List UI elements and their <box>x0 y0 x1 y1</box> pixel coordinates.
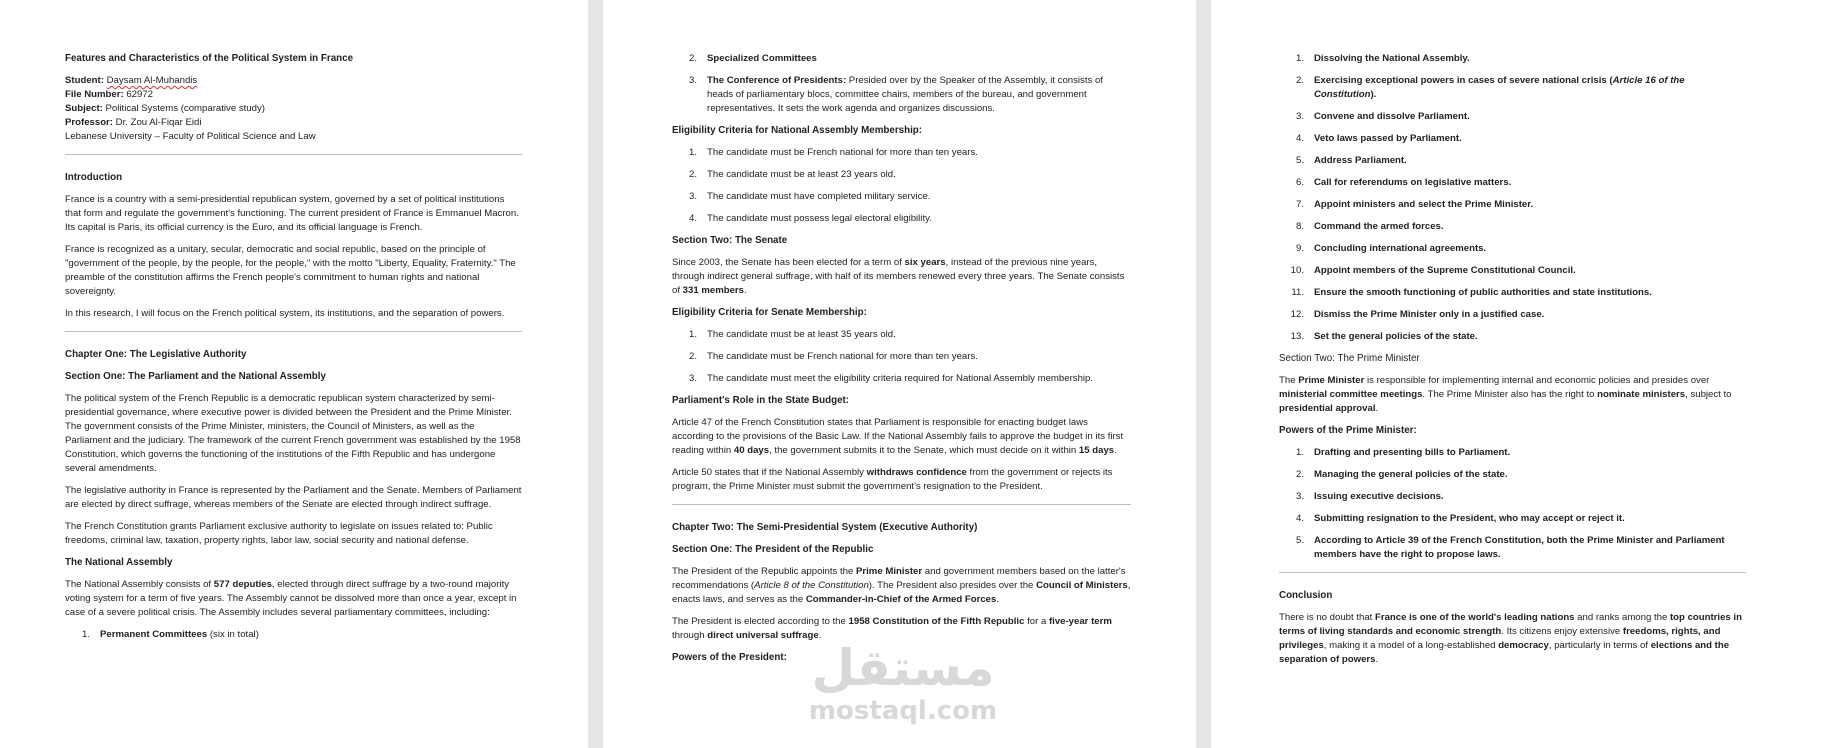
text-run-bold: freedoms, rights, and privileges <box>1279 626 1721 651</box>
list-number: 3. <box>1295 111 1304 122</box>
list-item <box>1279 264 1746 278</box>
text-run: , making it a model of a long-established <box>1323 640 1499 651</box>
document-page-3 <box>1211 0 1826 748</box>
section-one-heading: Section One: The Parliament and the National Assembly <box>65 371 326 382</box>
list-item <box>1279 110 1746 124</box>
list-item-text: Set the general policies of the state. <box>1314 331 1478 342</box>
list-number: 2. <box>688 351 697 362</box>
text-run-bold: 1958 Constitution of the Fifth Republic <box>848 616 1025 627</box>
list-item <box>672 190 1131 204</box>
list-item <box>1279 176 1746 190</box>
list-item <box>672 372 1131 386</box>
list-number: 12. <box>1290 309 1304 320</box>
subject-line <box>65 102 522 116</box>
text-run: and government members based on the latter's recommendations ( <box>672 566 1126 591</box>
text-run: Article 50 states that if the National Assembly <box>672 467 867 478</box>
section-divider <box>65 154 522 155</box>
list-item-text: (six in total) <box>207 629 259 640</box>
text-run: The President is elected according to the <box>672 616 849 627</box>
prime-minister-heading: Section Two: The Prime Minister <box>1279 353 1420 364</box>
list-item <box>1279 74 1746 102</box>
watermark-latin: mostaql.com <box>808 696 998 726</box>
eligibility-senate-list <box>672 328 1131 386</box>
chapter-one-heading: Chapter One: The Legislative Authority <box>65 349 247 360</box>
national-assembly-heading: The National Assembly <box>65 557 173 568</box>
list-item <box>1279 220 1746 234</box>
text-run-bold: Prime Minister <box>856 566 923 577</box>
list-item-italic: Article 16 of the Constitution <box>1314 75 1685 100</box>
list-item <box>672 52 1131 66</box>
list-number: 1. <box>81 629 90 640</box>
list-item <box>65 628 522 642</box>
list-item <box>672 328 1131 342</box>
list-number: 10. <box>1290 265 1304 276</box>
list-item-bold: The Conference of Presidents: <box>707 75 847 86</box>
list-item-text: Submitting resignation to the President, who may accept or reject it. <box>1314 513 1625 524</box>
text-run: from the government or rejects its program, the Prime Minister must submit the government's resignation to the President. <box>672 467 1113 492</box>
text-run: . Its citizens enjoy extensive <box>1501 626 1623 637</box>
text-run: , enacts laws, and serves as the <box>672 580 1131 605</box>
list-number: 2. <box>1295 75 1304 86</box>
professor-value: Dr. Zou Al-Fiqar Eidi <box>115 117 202 128</box>
list-number: 3. <box>1295 491 1304 502</box>
list-item-bold: Permanent Committees <box>100 629 208 640</box>
text-run: . The Prime Minister also has the right to <box>1422 389 1598 400</box>
list-number: 11. <box>1291 287 1304 298</box>
subject-label: Subject: <box>65 103 103 114</box>
list-number: 8. <box>1295 221 1304 232</box>
senate-heading: Section Two: The Senate <box>672 235 788 246</box>
list-item-text: The candidate must be French national for more than ten years. <box>707 147 978 158</box>
chapter-two-heading: Chapter Two: The Semi-Presidential System (Executive Authority) <box>672 522 978 533</box>
national-assembly-paragraph <box>65 578 522 620</box>
list-number: 2. <box>688 53 697 64</box>
list-item <box>1279 512 1746 526</box>
budget-paragraph-2 <box>672 466 1131 494</box>
list-number: 2. <box>688 169 697 180</box>
list-item-text: Convene and dissolve Parliament. <box>1314 111 1470 122</box>
list-number: 7. <box>1295 199 1304 210</box>
text-run: , elected through direct suffrage by a two-round majority voting system for a term of five years. The Assembly cannot be dissolved more than once a year, except in case of a severe political crisis. The Assembly includes several parliamentary committees, including: <box>65 579 517 618</box>
list-item-text: The candidate must be at least 23 years old. <box>707 169 896 180</box>
text-run-bold: Council of Ministers <box>1036 580 1128 591</box>
list-item-text: Address Parliament. <box>1314 155 1407 166</box>
list-item-text: Veto laws passed by Parliament. <box>1314 133 1462 144</box>
list-item <box>1279 154 1746 168</box>
text-run-bold: Prime Minister <box>1298 375 1365 386</box>
list-number: 5. <box>1295 535 1304 546</box>
list-number: 1. <box>688 329 697 340</box>
list-item-text: Issuing executive decisions. <box>1314 491 1444 502</box>
text-run-bold: five-year term <box>1048 616 1112 627</box>
text-run-bold: six years <box>904 257 946 268</box>
text-run-bold: top countries in terms of living standards and economic strength <box>1279 612 1742 637</box>
text-run-bold: nominate ministers <box>1597 389 1686 400</box>
list-item-text: Specialized Committees <box>707 53 817 64</box>
president-paragraph-1 <box>672 565 1131 607</box>
president-powers-list <box>1279 52 1746 344</box>
committees-list <box>65 628 522 642</box>
prime-minister-paragraph <box>1279 374 1746 416</box>
list-item <box>672 146 1131 160</box>
list-number: 1. <box>1295 447 1304 458</box>
text-run: through <box>672 630 708 641</box>
list-item-text: Ensure the smooth functioning of public authorities and state institutions. <box>1314 287 1652 298</box>
list-number: 2. <box>1295 469 1304 480</box>
section-divider <box>672 504 1131 505</box>
text-run-bold: Commander-in-Chief of the Armed Forces <box>805 594 997 605</box>
list-item <box>1279 286 1746 300</box>
text-run: The National Assembly consists of <box>65 579 214 590</box>
list-item-text: Dismiss the Prime Minister only in a justified case. <box>1314 309 1545 320</box>
conclusion-paragraph <box>1279 611 1746 667</box>
eligibility-na-heading: Eligibility Criteria for National Assembly Membership: <box>672 125 923 136</box>
list-item-text: Appoint ministers and select the Prime Minister. <box>1314 199 1534 210</box>
text-run: The <box>1279 375 1299 386</box>
pm-powers-heading: Powers of the Prime Minister: <box>1279 425 1417 436</box>
text-run-bold: 331 members <box>682 285 745 296</box>
president-powers-heading: Powers of the President: <box>672 652 787 663</box>
list-item-text: The candidate must be French national for more than ten years. <box>707 351 978 362</box>
list-number: 1. <box>688 147 697 158</box>
list-number: 3. <box>688 75 697 86</box>
text-run: is responsible for implementing internal and economic policies and presides over <box>1364 375 1710 386</box>
list-number: 4. <box>1295 513 1304 524</box>
list-item-text: Concluding international agreements. <box>1314 243 1487 254</box>
text-run: . <box>1375 654 1379 665</box>
list-item-text: The candidate must be at least 35 years old. <box>707 329 896 340</box>
text-run: There is no doubt that <box>1279 612 1375 623</box>
text-run-bold: elections and the separation of powers <box>1279 640 1730 665</box>
file-number-line <box>65 88 522 102</box>
eligibility-na-list <box>672 146 1131 226</box>
list-item <box>672 212 1131 226</box>
list-item <box>1279 490 1746 504</box>
list-item-text: According to Article 39 of the French Constitution, both the Prime Minister and Parliament members have the right to propose laws. <box>1314 535 1725 560</box>
text-run-bold: presidential approval <box>1279 403 1376 414</box>
list-item-text: Command the armed forces. <box>1314 221 1444 232</box>
institution-line: Lebanese University – Faculty of Political Science and Law <box>65 131 316 142</box>
subject-value: Political Systems (comparative study) <box>105 103 265 114</box>
pm-powers-list <box>1279 446 1746 562</box>
president-section-heading: Section One: The President of the Republic <box>672 544 874 555</box>
eligibility-senate-heading: Eligibility Criteria for Senate Membership: <box>672 307 867 318</box>
introduction-heading: Introduction <box>65 172 123 183</box>
student-label: Student: <box>65 75 104 86</box>
senate-paragraph <box>672 256 1131 298</box>
budget-heading: Parliament's Role in the State Budget: <box>672 395 850 406</box>
list-number: 13. <box>1290 331 1304 342</box>
list-item-text: Presided over by the Speaker of the Assembly, it consists of heads of parliamentary blocs, committee chairs, members of the bureau, and government representatives. It sets the work agenda and organizes discussions. <box>707 75 1103 114</box>
document-page-2 <box>603 0 1196 748</box>
list-number: 5. <box>1295 155 1304 166</box>
list-number: 1. <box>1295 53 1304 64</box>
list-item <box>1279 446 1746 460</box>
student-line <box>65 74 522 88</box>
text-run: , subject to <box>1685 389 1732 400</box>
list-item-text: Dissolving the National Assembly. <box>1314 53 1470 64</box>
student-name: Daysam Al-Muhandis <box>106 75 198 86</box>
list-item <box>1279 52 1746 66</box>
list-number: 6. <box>1295 177 1304 188</box>
intro-paragraph-1: France is a country with a semi-presidential republican system, governed by a set of political institutions that form and regulate the government's functioning. The current president of France is Emmanuel Macron. Its capital is Paris, its official currency is the Euro, and its official language is French. <box>65 194 519 233</box>
professor-label: Professor: <box>65 117 113 128</box>
list-item-text: The candidate must meet the eligibility criteria required for National Assembly membership. <box>707 373 1094 384</box>
list-number: 9. <box>1295 243 1304 254</box>
intro-paragraph-3: In this research, I will focus on the French political system, its institutions, and the separation of powers. <box>65 308 505 319</box>
list-item <box>672 168 1131 182</box>
text-run-bold: ministerial committee meetings <box>1279 389 1423 400</box>
text-run: , the government submits it to the Senate, which must decide on it within <box>769 445 1079 456</box>
list-item <box>1279 468 1746 482</box>
text-run: The President of the Republic appoints the <box>672 566 856 577</box>
text-run: . <box>996 594 1000 605</box>
list-item-text: ). <box>1370 89 1377 100</box>
chapter-one-paragraph-3: The French Constitution grants Parliament exclusive authority to legislate on issues related to: Public freedoms, criminal law, taxation, property rights, labor law, social security and national defense. <box>65 521 493 546</box>
list-number: 3. <box>688 191 697 202</box>
budget-paragraph-1 <box>672 416 1131 458</box>
list-item-text: Exercising exceptional powers in cases of severe national crisis ( <box>1314 75 1613 86</box>
list-item <box>1279 198 1746 212</box>
text-run-bold: 577 deputies <box>213 579 272 590</box>
list-item-text: The candidate must possess legal electoral eligibility. <box>707 213 932 224</box>
file-number: 62972 <box>126 89 153 100</box>
text-run: . <box>1375 403 1379 414</box>
text-run: . <box>744 285 747 296</box>
text-run: for a <box>1024 616 1049 627</box>
file-number-label: File Number: <box>65 89 124 100</box>
chapter-one-paragraph-2: The legislative authority in France is represented by the Parliament and the Senate. Members of Parliament are elected by direct suffrage, whereas members of the Senate are elected through indirect suffrage. <box>65 485 522 510</box>
watermark-arabic: مستقل <box>811 639 995 697</box>
text-run: . <box>818 630 822 641</box>
committees-list-continued <box>672 52 1131 116</box>
text-run-bold: direct universal suffrage <box>707 630 819 641</box>
text-run: , particularly in terms of <box>1548 640 1651 651</box>
document-title[interactable]: Features and Characteristics of the Political System in France <box>65 53 354 64</box>
list-item-text: The candidate must have completed military service. <box>707 191 931 202</box>
list-item-text: Managing the general policies of the state. <box>1314 469 1508 480</box>
list-item <box>1279 330 1746 344</box>
text-run-bold: France is one of the world's leading nations <box>1375 612 1575 623</box>
text-run-bold: 15 days <box>1078 445 1115 456</box>
document-page-1 <box>0 0 588 748</box>
list-item <box>672 74 1131 116</box>
text-run: Article 47 of the French Constitution states that Parliament is responsible for enacting budget laws according to the provisions of the Basic Law. If the National Assembly fails to approve the budget in its first reading within <box>672 417 1124 456</box>
text-run: . <box>1114 445 1117 456</box>
text-run-bold: 40 days <box>733 445 770 456</box>
section-divider <box>65 331 522 332</box>
text-run: ). The President also presides over the <box>868 580 1037 591</box>
list-item <box>1279 534 1746 562</box>
list-item-text: Appoint members of the Supreme Constitutional Council. <box>1314 265 1576 276</box>
intro-paragraph-2: France is recognized as a unitary, secular, democratic and social republic, based on the principle of "government of the people, by the people, for the people," with the motto "Liberty, Equality, Fraternity." The preamble of the constitution affirms the French people's commitment to human rights and national sovereignty. <box>65 244 516 297</box>
chapter-one-paragraph-1: The political system of the French Republic is a democratic republican system characterized by semi-presidential governance, where executive power is divided between the President and the Prime Minister. The government consists of the Prime Minister, ministers, the Council of Ministers, as well as the Parliament and the judiciary. The framework of the current French government was established by the 1958 Constitution, which governs the functioning of the institutions of the Fifth Republic and has undergone several amendments. <box>65 393 521 474</box>
text-run: and ranks among the <box>1574 612 1670 623</box>
text-run-bold: withdraws confidence <box>866 467 967 478</box>
text-run: Since 2003, the Senate has been elected for a term of <box>672 257 905 268</box>
text-run: , instead of the previous nine years, through indirect general suffrage, with half of its members renewed every three years. The Senate consists of <box>672 257 1125 296</box>
list-number: 4. <box>688 213 697 224</box>
text-run-bold: democracy <box>1498 640 1549 651</box>
section-divider <box>1279 572 1746 573</box>
professor-line <box>65 116 522 130</box>
list-item <box>1279 242 1746 256</box>
list-item-text: Call for referendums on legislative matters. <box>1314 177 1512 188</box>
list-number: 3. <box>688 373 697 384</box>
list-item-text: Drafting and presenting bills to Parliament. <box>1314 447 1511 458</box>
text-run-italic: Article 8 of the Constitution <box>754 580 869 591</box>
conclusion-heading: Conclusion <box>1279 590 1333 601</box>
list-number: 4. <box>1295 133 1304 144</box>
president-paragraph-2 <box>672 615 1131 643</box>
list-item <box>1279 308 1746 322</box>
list-item <box>672 350 1131 364</box>
list-item <box>1279 132 1746 146</box>
